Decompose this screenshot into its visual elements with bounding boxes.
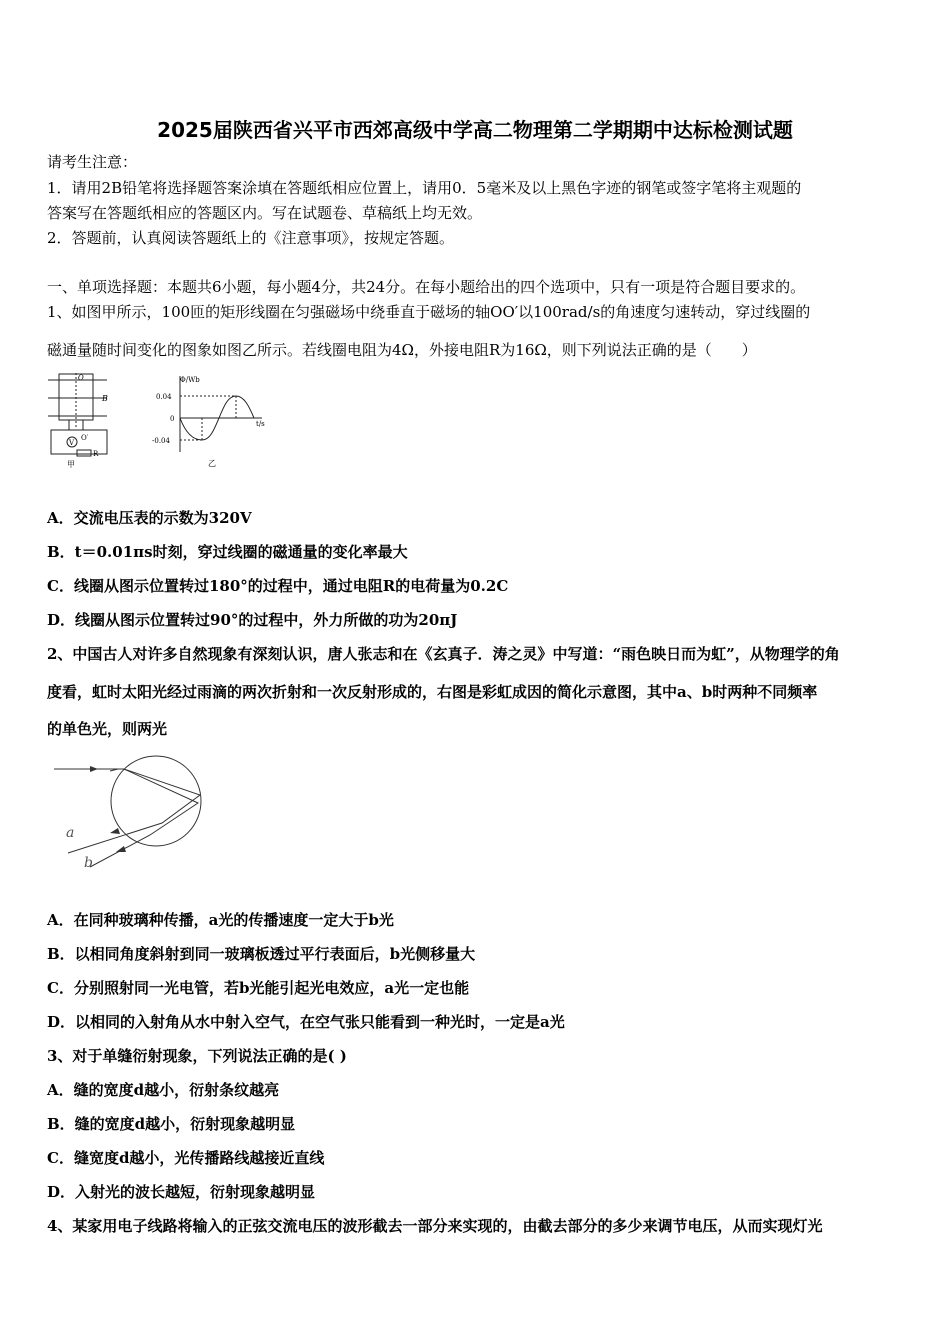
q2-stem-line-2: 度看，虹时太阳光经过雨滴的两次折射和一次反射形成的，右图是彩虹成因的简化示意图，其中a、b时两种不同频率 <box>47 683 818 701</box>
q1-stem-line-2: 磁通量随时间变化的图象如图乙所示。若线圈电阻为4Ω，外接电阻R为16Ω，则下列说法正确的是（ ） <box>47 341 757 359</box>
ray-label-b: b <box>84 855 93 871</box>
q2-option-b: B．以相同角度斜射到同一玻璃板透过平行表面后，b光侧移量大 <box>47 945 476 963</box>
label-b: B <box>102 394 108 403</box>
q2-option-d: D．以相同的入射角从水中射入空气，在空气张只能看到一种光时，一定是a光 <box>47 1013 565 1031</box>
q1-option-b: B．t＝0.01πs时刻，穿过线圈的磁通量的变化率最大 <box>47 543 408 561</box>
coil-diagram-figure <box>45 370 120 468</box>
y-tick-zero: 0 <box>170 415 175 423</box>
raindrop-diagram <box>50 755 210 875</box>
q3-option-b: B．缝的宽度d越小，衍射现象越明显 <box>47 1115 296 1133</box>
y-tick-top: 0.04 <box>156 393 172 401</box>
y-axis-label: Φ/Wb <box>180 376 200 384</box>
notice-line-2: 答案写在答题纸相应的答题区内。写在试题卷、草稿纸上均无效。 <box>47 204 483 222</box>
page-title: 2025届陕西省兴平市西郊高级中学高二物理第二学期期中达标检测试题 <box>157 118 793 142</box>
label-r: R <box>93 450 99 458</box>
caption-yi: 乙 <box>208 459 216 468</box>
notice-line-3: 2．答题前，认真阅读答题纸上的《注意事项》，按规定答题。 <box>47 229 455 247</box>
q2-stem-line-1: 2、中国古人对许多自然现象有深刻认识，唐人张志和在《玄真子．涛之灵》中写道：“雨色映日而为虹”，从物理学的角 <box>47 645 840 663</box>
q3-option-a: A．缝的宽度d越小，衍射条纹越亮 <box>47 1081 280 1099</box>
q1-option-c: C．线圈从图示位置转过180°的过程中，通过电阻R的电荷量为0.2C <box>47 577 509 595</box>
q1-option-d: D．线圈从图示位置转过90°的过程中，外力所做的功为20πJ <box>47 611 458 629</box>
q3-option-d: D．入射光的波长越短，衍射现象越明显 <box>47 1183 316 1201</box>
q3-stem: 3、对于单缝衍射现象，下列说法正确的是( ) <box>47 1047 347 1065</box>
caption-jia: 甲 <box>67 460 75 468</box>
q2-option-a: A．在同种玻璃种传播，a光的传播速度一定大于b光 <box>47 911 394 929</box>
q4-stem-line-1: 4、某家用电子线路将输入的正弦交流电压的波形截去一部分来实现的，由截去部分的多少来调节电压，从而实现灯光 <box>47 1217 823 1235</box>
q3-option-c: C．缝宽度d越小，光传播路线越接近直线 <box>47 1149 325 1167</box>
label-voltmeter: V <box>69 439 75 447</box>
x-axis-label: t/s <box>256 420 265 428</box>
q2-option-c: C．分别照射同一光电管，若b光能引起光电效应，a光一定也能 <box>47 979 470 997</box>
notice-line-1: 1．请用2B铅笔将选择题答案涂填在答题纸相应位置上，请用0．5毫米及以上黑色字迹的钢笔或签字笔将主观题的 <box>47 179 802 197</box>
section-heading: 一、单项选择题：本题共6小题，每小题4分，共24分。在每小题给出的四个选项中，只有一项是符合题目要求的。 <box>47 278 806 296</box>
q2-stem-line-3: 的单色光，则两光 <box>47 720 168 738</box>
y-tick-bottom: -0.04 <box>152 437 170 445</box>
label-oprime: O′ <box>81 434 89 442</box>
flux-time-graph <box>150 372 272 470</box>
label-o: O <box>78 374 84 382</box>
q1-option-a: A．交流电压表的示数为320V <box>47 509 252 527</box>
q1-stem-line-1: 1、如图甲所示，100匝的矩形线圈在匀强磁场中绕垂直于磁场的轴OO′以100rad/s的角速度匀速转动，穿过线圈的 <box>47 303 811 321</box>
ray-label-a: a <box>66 825 75 841</box>
notice-heading: 请考生注意： <box>47 153 138 171</box>
